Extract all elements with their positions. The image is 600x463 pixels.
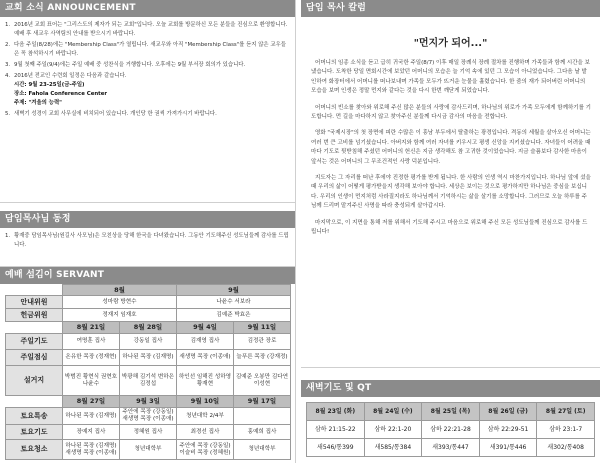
column-title: "먼지가 되어..." bbox=[413, 38, 488, 49]
column-paragraph: 어머니의 임종 소식을 듣고 급히 귀국한 주일(8/7) 이후 매일 장례식 장례 절차를 진행하며 가족들과 함께 시간을 보냈습니다. 도착한 당일 면회시간에 보았던 어머니의 모습은 늘 기억 속에 있던 그 모습이 아니었습니다. 그다음 날 발인하여 화장터에서 어머니를 떠나보내며 가족들 모두가 뜨거운 눈물을 흘렸습니다. 한 줌의 재가 되어버린 어머니의 모습을 보며 인생은 정말 먼지와 같다는 것을 다시 한번 깨닫게 되었습니다. bbox=[311, 60, 590, 95]
list-item: 4. 2016년 전교인 수련회 일정은 다음과 같습니다. 시간: 9월 23-25일(금-주일) 장소: Fahola Conference Center 주제: "겨울의 능력" bbox=[14, 72, 289, 109]
servant-section bbox=[0, 267, 295, 460]
column-section bbox=[301, 0, 600, 368]
retreat-theme: 주제: "겨울의 능력" bbox=[14, 100, 62, 107]
left-column bbox=[0, 0, 296, 463]
column-paragraph: 영화 "국제시장"의 첫 장면에 피란 수많은 이 흥남 부두에서 탈출하는 광경입니다. 격동의 세월을 살아오신 어머니는 여러 번 큰 고비를 넘기셨습니다. 아버지와 함께 여러 자녀를 키우시고 평생 신앙을 지키셨습니다. 자녀들이 어려울 때마다 기도로 뒷받침해 주셨던 어머니의 헌신은 지금 생각해도 참 고귀한 것이었습니다. 지금 슬픔보다 감사한 마음이 앞서는 것은 어머니의 그 무조건적인 사랑 덕분입니다. bbox=[311, 130, 591, 165]
qt-table bbox=[306, 402, 595, 457]
column-paragraph: 마지막으로, 이 지면을 통해 저를 위해서 기도해 주시고 마음으로 위로해 주신 모든 성도님들께 진심으로 감사를 드립니다! bbox=[311, 219, 588, 236]
table-row: 8월 23일 (화) 8월 24일 (수) 8월 25일 (목) 8월 26일 (금) 8월 27일 (토) bbox=[307, 403, 595, 421]
column-paragraph: 지도자는 그 자리를 떠난 후에야 진정한 평가를 받게 됩니다. 한 사람의 인생 역시 마찬가지입니다. 하나님 앞에 섰을 때 우리의 삶이 어떻게 평가받을지 생각해 보아야 합니다. 세상은 보이는 것으로 평가하지만 하나님은 중심을 보십니다. 우리의 인생이 먼지처럼 사라질지라도 하나님께서 기억하시는 삶을 살기를 소망합니다. 그러므로 오늘 하루를 주님께 드리며 맡겨주신 사명을 따라 충성되게 살아갑시다. bbox=[311, 175, 591, 210]
servant-header: 예배 섬김이 SERVANT bbox=[0, 267, 295, 284]
list-item: 3. 9월 첫째 주일(9/4)에는 주일 예배 중 성찬식을 거행합니다. 오후에는 9월 부서장 회의가 있습니다. bbox=[5, 61, 246, 68]
retreat-time: 시간: 9월 23-25일(금-주일) bbox=[14, 81, 85, 88]
staff-news: 1. 황재중 담임목사님(원길사 사모님)은 모친상을 당해 한국을 다녀왔습니다. 그동안 기도해주신 성도님들께 감사를 드립니다. bbox=[5, 233, 289, 248]
column-paragraph: 어머니의 빈소를 찾아와 위로해 주신 많은 분들의 사랑에 감사드리며, 하나님의 위로가 가족 모두에게 함께하기를 기도합니다. 먼 길을 마다하지 않고 찾아주신 분들께 다시금 감사의 마음을 전합니다. bbox=[311, 104, 591, 121]
table-row: 삼하 21:15-22 삼하 22:1-20 삼하 22:21-28 삼하 22:29-51 삼하 23:1-7 bbox=[307, 421, 595, 439]
announcement-list bbox=[0, 17, 295, 123]
list-item: 5. 새벽기 성경이 교회 사무실에 비치되어 있습니다. 개인당 한 권씩 가져가시기 바랍니다. bbox=[5, 110, 217, 117]
staff-section bbox=[0, 211, 295, 267]
announcement-section bbox=[0, 0, 295, 203]
right-column bbox=[301, 0, 600, 463]
list-item: 1. 2016년 교회 표어는 "그리스도의 제자가 되는 교회"입니다. 오늘 교회를 방문하신 모든 분들을 진심으로 환영합니다. 예배 후 새교우 사역팀의 안내를 받으시기 바랍니다. bbox=[5, 22, 288, 38]
qt-section bbox=[301, 380, 600, 457]
servant-table: 8월 9월 안내위원 성마람 방현수 나윤수 서보라 헌금위원 정재지 임재호 김예준 박효은 8월 21일 8월 28일 9월 4일 9월 11일 주일기도 여명훈 집사 강동일 집사 김재영 집사 김정관 장로 주일점심 온유한 목장 (정재현) 하나된 목장 (김재명) 새생명 목장 (이종애) 늘푸른 목장 (강재정) 설거지 박범진 황현식 권현호 나윤수 박광해 김기석 변하은 김정섭 하인선 임해진 성하영 황재현 김예준 오봉만 김다연 이성현 8월 27일 9월 3일 9월 10일 9월 17일 토요특송 하나된 목장 (김재명) 주안에 목장 (강동일) 새생명 목장 (이종애) 청년대학 2/4부 토요기도 장예지 집사 정혜원 집사 최경선 집사 홍예희 집사 토요청소 하나된 목장 (김재명) 새생명 목장 (이종애) 청년대학부 주안에 목장 (강동일) 이슬비 목장 (정혜원) 청년대학부 bbox=[5, 284, 291, 460]
staff-header: 담임목사님 동정 bbox=[0, 211, 295, 228]
table-row: 새546/통399 새585/통384 새393/통447 새391/통446 새302/통408 bbox=[307, 439, 595, 457]
qt-header: 새벽기도 및 QT bbox=[301, 380, 600, 397]
announcement-header: 교회 소식 ANNOUNCEMENT bbox=[0, 0, 295, 17]
column-header: 담임 목사 칼럼 bbox=[301, 0, 600, 17]
list-item: 2. 다음 주일(8/28)에는 "Membership Class"가 열립니다. 새교우와 아직 "Membership Class"를 듣지 않은 교우들은 꼭 참석하시기 바랍니다. bbox=[5, 41, 286, 58]
retreat-place: 장소: Fahola Conference Center bbox=[14, 90, 108, 97]
